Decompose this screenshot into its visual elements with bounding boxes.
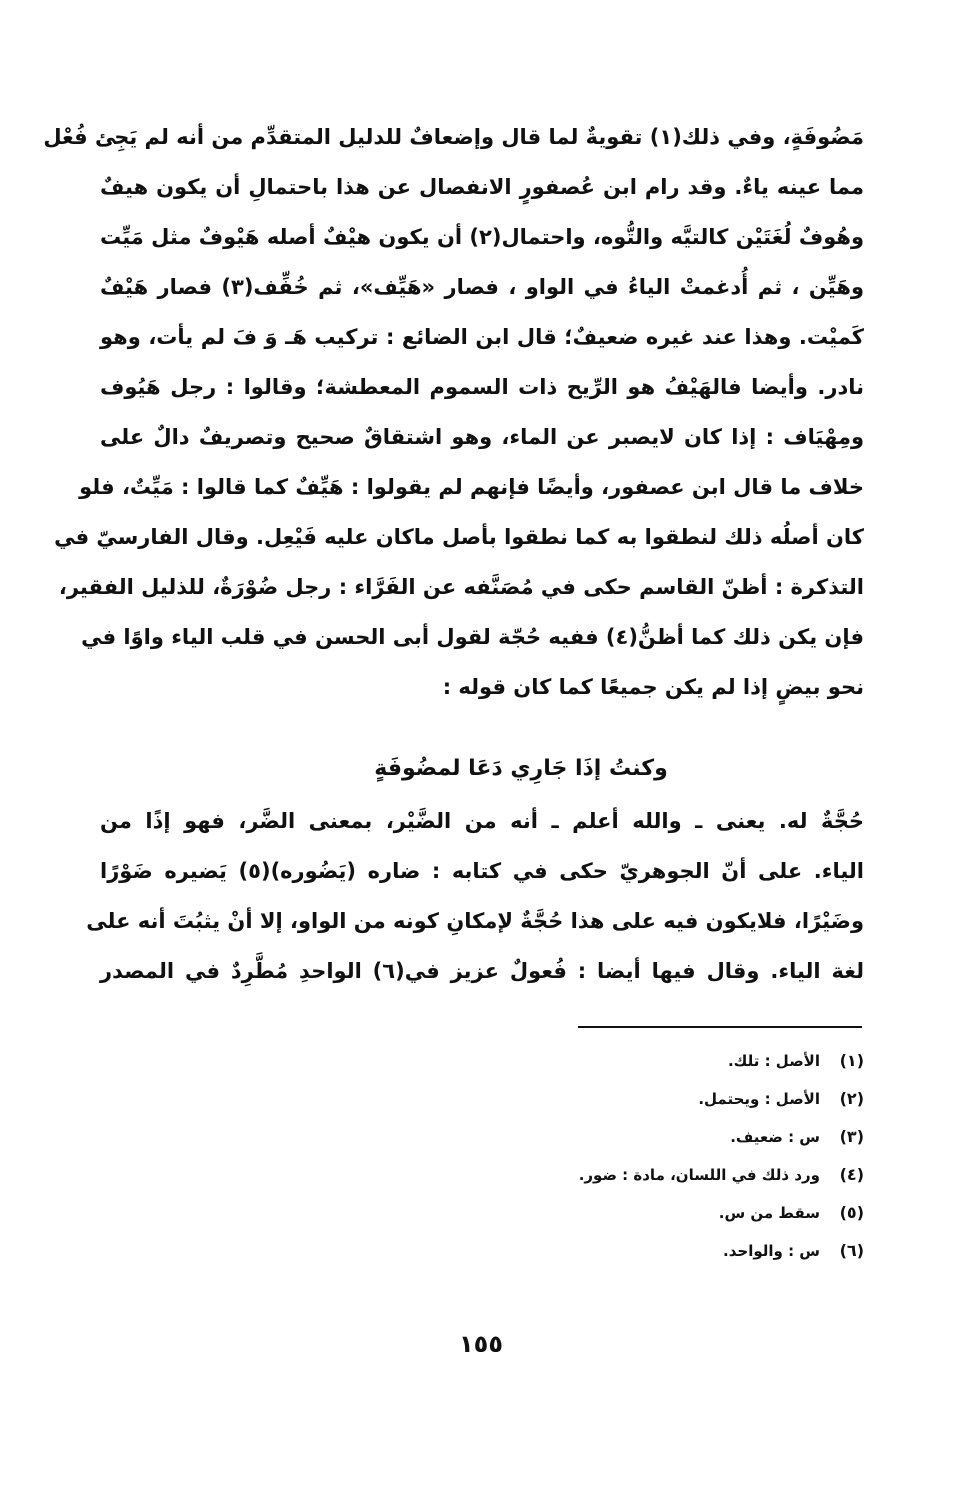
body-line: نحو بيضٍ إذا لم يكن جميعًا كما كان قوله : (442, 675, 864, 699)
footnote-item (364, 1232, 864, 1270)
footnote-separator (578, 1026, 862, 1028)
footnote-text: سقط من س. (718, 1204, 820, 1222)
footnote-text: ورد ذلك في اللسان، مادة : ضور. (578, 1166, 820, 1184)
footnotes-list (364, 1042, 864, 1270)
body-line: كان أصلُه ذلك لنطقوا به كما نطقوا بأصل ماكان عليه فَيْعِل. وقال الفارسيّ في (54, 525, 864, 549)
footnote-item (364, 1194, 864, 1232)
body-line: مَضُوفَةٍ، وفي ذلك(١) تقويةٌ لما قال وإضعافٌ للدليل المتقدِّم من أنه لم يَجِئ فُعْل (43, 125, 864, 149)
footnote-text: الأصل : ويحتمل. (698, 1090, 820, 1108)
page-number: ١٥٥ (459, 1330, 503, 1358)
body-line: فإن يكن ذلك كما أظنُّ(٤) ففيه حُجّة لقول أبى الحسن في قلب الياء واوًا في (81, 625, 864, 649)
body-line: كَميْت. وهذا عند غيره ضعيفٌ؛ قال ابن الضائع : تركيب هَـ وَ فَ لم يأت، وهو (100, 325, 864, 349)
footnote-item (364, 1118, 864, 1156)
footnote-item (364, 1080, 864, 1118)
footnote-number: (٤) (839, 1165, 864, 1184)
body-line: الياء. على أنّ الجوهريّ حكى في كتابه : ضاره (يَضُوره)(٥) يَضيره ضَوْرًا (100, 859, 865, 883)
body-line: وهُوفٌ لُغَتَيْن كالتيَّه والتُّوه، واحتمال(٢) أن يكون هيْفٌ أصله هَيْوفٌ مثل مَيِّت (100, 225, 864, 249)
footnote-text: الأصل : تلك. (727, 1052, 820, 1070)
body-line: حُجَّةٌ له. يعنى ـ والله أعلم ـ أنه من الضَّيْر، بمعنى الضَّر، فهو إذًا من (100, 809, 864, 833)
body-line: وهَيِّن ، ثم أُدغمتْ الياءُ في الواو ، فصار «هَيِّف»، ثم خُفِّف(٣) فصار هَيْفٌ (100, 275, 864, 299)
body-line: التذكرة : أظنّ القاسم حكى في مُصَنَّفه عن الفَرَّاء : رجل ضُوْرَةٌ، للذليل الفقير، (58, 575, 864, 599)
footnote-number: (٢) (839, 1089, 864, 1108)
footnote-item (364, 1156, 864, 1194)
body-text-block (43, 112, 864, 712)
footnote-number: (٥) (839, 1203, 864, 1222)
body-line: لغة الياء. وقال فيها أيضا : فُعولٌ عزيز في(٦) الواحدِ مُطَّرِدٌ في المصدر (100, 959, 864, 983)
footnote-number: (٣) (839, 1127, 864, 1146)
body-text-block-continued (86, 796, 865, 996)
footnote-number: (٦) (839, 1241, 864, 1260)
poetry-verse: وكنتُ إذَا جَارِي دَعَا لمضُوفَةٍ (374, 756, 668, 781)
footnote-item (364, 1042, 864, 1080)
footnote-text: س : ضعيف. (730, 1128, 820, 1146)
footnote-text: س : والواحد. (723, 1242, 820, 1260)
footnote-number: (١) (839, 1051, 864, 1070)
body-line: نادر. وأيضا فالهَيْفُ هو الرِّيح ذات السموم المعطشة؛ وقالوا : رجل هَيُوف (100, 375, 864, 399)
body-line: مما عينه ياءٌ. وقد رام ابن عُصفورٍ الانفصال عن هذا باحتمالِ أن يكون هيفٌ (100, 175, 864, 199)
body-line: ومِهْيَاف : إذا كان لايصبر عن الماء، وهو اشتقاقٌ صحيح وتصريفٌ دالٌ على (100, 425, 864, 449)
body-line: وضَيْرًا، فلايكون فيه على هذا حُجَّةٌ لإمكانِ كونه من الواو، إلا أنْ يثبُتَ أنه على (86, 909, 864, 933)
body-line: خلاف ما قال ابن عصفور، وأيضًا فإنهم لم يقولوا : هَيِّفٌ كما قالوا : مَيِّتٌ، فلو (79, 475, 864, 499)
